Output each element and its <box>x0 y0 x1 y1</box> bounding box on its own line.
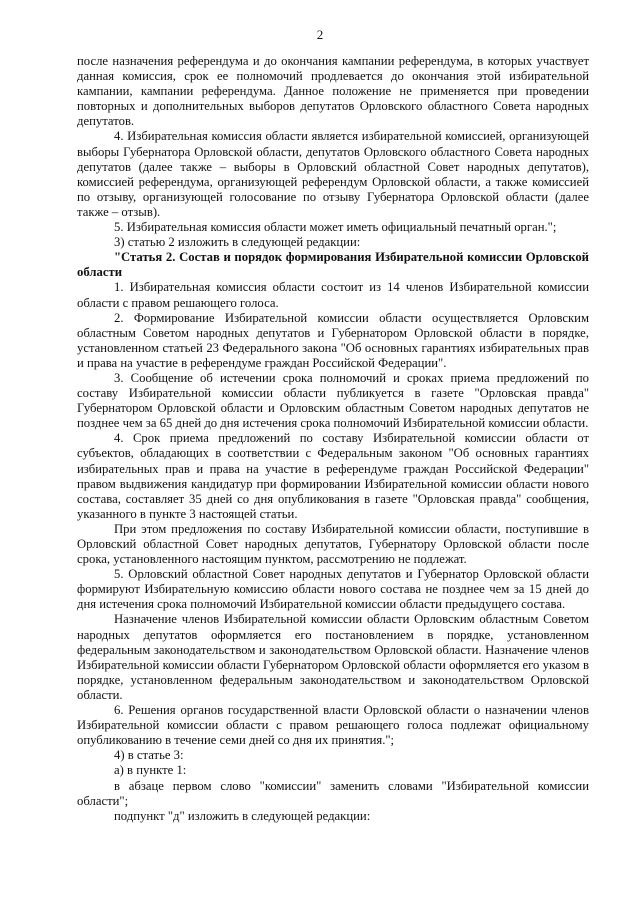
paragraph: 1. Избирательная комиссия области состоит из 14 членов Избирательной комиссии области с правом решающего голоса. <box>77 280 589 310</box>
paragraph: 4. Избирательная комиссия области является избирательной комиссией, организующей выборы Губернатора Орловской области, депутатов Орловского областного Совета народных депутатов (далее также – выборы в Орловский областной Совет народных депутатов), комиссией референдума, организующей референдум Орловской области, а также комиссией по отзыву, организующей голосование по отзыву Губернатора Орловской области (далее также – отзыв). <box>77 129 589 219</box>
paragraph: после назначения референдума и до окончания кампании референдума, в которых участвует данная комиссия, срок ее полномочий продлевается до окончания этой избирательной кампании, кампании референдума. Данное положение не применяется при проведении повторных и дополнительных выборов депутатов Орловского областного Совета народных депутатов. <box>77 54 589 129</box>
paragraph: а) в пункте 1: <box>114 763 187 778</box>
paragraph: 3. Сообщение об истечении срока полномочий и сроках приема предложений по составу Избирательной комиссии области публикуется в газете "Орловская правда" Губернатором Орловской области и Орловским областным Советом народных депутатов не позднее чем за 65 дней до дня истечения срока полномочий Избирательной комиссии области. <box>77 370 589 431</box>
page-number: 2 <box>316 27 324 42</box>
paragraph: 4) в статье 3: <box>114 748 184 763</box>
paragraph: 2. Формирование Избирательной комиссии области осуществляется Орловским областным Советом народных депутатов и Губернатором Орловской области в порядке, установленном статьей 23 Федерального закона "Об основных гарантиях избирательных прав и права на участие в референдуме граждан Российской Федерации". <box>77 310 589 370</box>
paragraph: 3) статью 2 изложить в следующей редакции: <box>114 235 361 250</box>
paragraph: При этом предложения по составу Избирательной комиссии области, поступившие в Орловский областной Совет народных депутатов, Губернатору Орловской области после срока, установленного настоящим пунктом, рассмотрению не подлежат. <box>77 521 589 567</box>
article-heading: "Статья 2. Состав и порядок формирования Избирательной комиссии Орловской области <box>77 250 589 280</box>
paragraph: подпункт "д" изложить в следующей редакции: <box>114 808 371 823</box>
paragraph: Назначение членов Избирательной комиссии области Орловским областным Советом народных депутатов оформляется его постановлением в порядке, установленном федеральным законодательством и законодательством Орловской области. Назначение членов Избирательной комиссии области Губернатором Орловской области оформляется его указом в порядке, установленном федеральным законодательством и законодательством Орловской области. <box>77 612 589 702</box>
paragraph: 5. Орловский областной Совет народных депутатов и Губернатор Орловской области формируют Избирательную комиссию области нового состава не позднее чем за 15 дней до дня истечения срока полномочий Избирательной комиссии области предыдущего состава. <box>77 567 589 612</box>
paragraph: 5. Избирательная комиссия области может иметь официальный печатный орган."; <box>114 220 557 235</box>
document-body <box>77 54 589 824</box>
paragraph: 4. Срок приема предложений по составу Избирательной комиссии области от субъектов, обладающих в соответствии с Федеральным законом "Об основных гарантиях избирательных прав и права на участие в референдуме граждан Российской Федерации" правом выдвижения кандидатур при формировании Избирательной комиссии области нового состава, составляет 35 дней со дня опубликования в газете "Орловская правда" сообщения, указанного в пункте 3 настоящей статьи. <box>77 431 589 521</box>
paragraph: 6. Решения органов государственной власти Орловской области о назначении членов Избирательной комиссии области с правом решающего голоса подлежат официальному опубликованию в течение семи дней со дня их принятия."; <box>77 703 589 748</box>
paragraph: в абзаце первом слово "комиссии" заменить словами "Избирательной комиссии области"; <box>77 778 589 808</box>
